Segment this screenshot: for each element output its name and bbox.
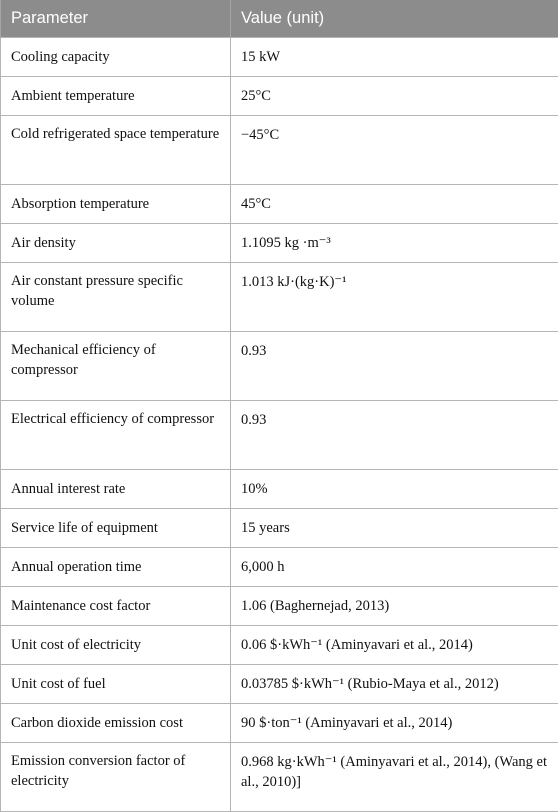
value-cell: 0.93: [231, 332, 558, 401]
value-cell: 0.93: [231, 401, 558, 470]
table-row: [1, 224, 558, 263]
value-cell: 90 $·ton⁻¹ (Aminyavari et al., 2014): [231, 704, 558, 743]
value-cell: 15 years: [231, 509, 558, 548]
header-value: Value (unit): [231, 0, 558, 38]
table-row: [1, 587, 558, 626]
parameter-cell: Service life of equipment: [1, 509, 231, 548]
value-cell: 0.968 kg·kWh⁻¹ (Aminyavari et al., 2014), (Wang et al., 2010)]: [231, 743, 558, 812]
parameter-cell: Emission conversion factor of electricity: [1, 743, 231, 812]
table-row: [1, 401, 558, 470]
parameter-cell: Ambient temperature: [1, 77, 231, 116]
value-cell: 10%: [231, 470, 558, 509]
value-cell: 1.06 (Baghernejad, 2013): [231, 587, 558, 626]
parameter-cell: Maintenance cost factor: [1, 587, 231, 626]
parameter-cell: Annual operation time: [1, 548, 231, 587]
value-cell: 1.013 kJ·(kg·K)⁻¹: [231, 263, 558, 332]
table-row: [1, 626, 558, 665]
parameter-cell: Carbon dioxide emission cost: [1, 704, 231, 743]
parameter-cell: Electrical efficiency of compressor: [1, 401, 231, 470]
table-row: [1, 77, 558, 116]
table-row: [1, 332, 558, 401]
value-cell: 0.03785 $·kWh⁻¹ (Rubio-Maya et al., 2012): [231, 665, 558, 704]
table-row: [1, 509, 558, 548]
value-cell: −45°C: [231, 116, 558, 185]
value-cell: 15 kW: [231, 38, 558, 77]
parameter-cell: Mechanical efficiency of compressor: [1, 332, 231, 401]
parameter-cell: Unit cost of fuel: [1, 665, 231, 704]
parameter-cell: Annual interest rate: [1, 470, 231, 509]
value-cell: 25°C: [231, 77, 558, 116]
table-row: [1, 743, 558, 812]
header-parameter: Parameter: [1, 0, 231, 38]
table-row: [1, 38, 558, 77]
parameter-cell: Air constant pressure specific volume: [1, 263, 231, 332]
value-cell: 1.1095 kg ·m⁻³: [231, 224, 558, 263]
table-row: [1, 548, 558, 587]
value-cell: 6,000 h: [231, 548, 558, 587]
parameter-cell: Absorption temperature: [1, 185, 231, 224]
table-row: [1, 116, 558, 185]
parameter-cell: Unit cost of electricity: [1, 626, 231, 665]
table-header: [1, 0, 558, 38]
table-row: [1, 263, 558, 332]
header-row: [1, 0, 558, 38]
value-cell: 0.06 $·kWh⁻¹ (Aminyavari et al., 2014): [231, 626, 558, 665]
parameter-cell: Cold refrigerated space temperature: [1, 116, 231, 185]
table-row: [1, 185, 558, 224]
parameter-cell: Cooling capacity: [1, 38, 231, 77]
table-row: [1, 704, 558, 743]
table-row: [1, 470, 558, 509]
value-cell: 45°C: [231, 185, 558, 224]
table-row: [1, 665, 558, 704]
table-body: [1, 38, 558, 812]
parameter-cell: Air density: [1, 224, 231, 263]
